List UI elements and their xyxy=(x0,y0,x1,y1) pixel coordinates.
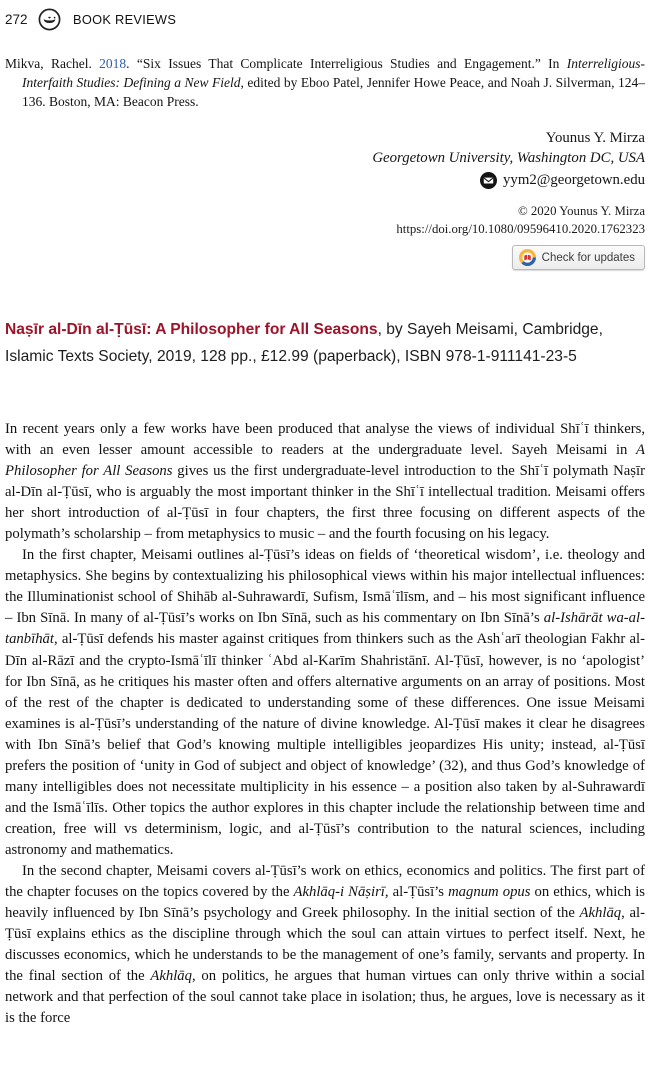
envelope-icon xyxy=(480,172,497,189)
text-run: on ethics, which is heavily influenced by Ibn Sīnā’s psychology and Greek philosophy. In the initial section of the xyxy=(5,884,645,922)
badge-row xyxy=(5,245,645,270)
body-paragraph xyxy=(5,545,645,861)
reference-citation xyxy=(5,54,645,111)
book-title: Naṣīr al-Dīn al-Ṭūsī: A Philosopher for All Seasons xyxy=(5,321,378,338)
doi-link[interactable]: https://doi.org/10.1080/09596410.2020.1762323 xyxy=(396,222,645,236)
book-review-heading xyxy=(5,317,645,370)
author-email-row xyxy=(5,169,645,191)
text-run: , al-Ṭūsī’s xyxy=(384,884,449,901)
check-for-updates-button[interactable] xyxy=(512,245,645,270)
author-affiliation: Georgetown University, Washington DC, USA xyxy=(372,150,645,166)
book-metadata: , by Sayeh Meisami, Cambridge, Islamic Texts Society, 2019, 128 pp., £12.99 (paperback), ISBN 978-1-911141-23-5 xyxy=(5,321,603,365)
text-run: In recent years only a few works have been produced that analyse the views of individual Shīʿī thinkers, with an even lesser amount accessible to readers at the undergraduate level. Sayeh Meisami in xyxy=(5,421,645,459)
text-run: . “Six Issues That Complicate Interreligious Studies and Engagement.” In xyxy=(126,56,567,71)
author-block xyxy=(5,128,645,270)
section-title: BOOK REVIEWS xyxy=(73,11,177,27)
taylor-francis-logo-icon xyxy=(38,8,61,31)
italic-text: al-Ishārāt wa-al-tanbīhāt xyxy=(5,610,645,648)
reference-year-link[interactable]: 2018 xyxy=(99,56,127,71)
body-paragraph xyxy=(5,861,645,1029)
text-run: , al-Ṭūsī explains ethics as the discipline through which the soul can attain virtues to perfect itself. Next, he discusses economics, which he understands to be the management of one’s family, servants and property. In the final section of the xyxy=(5,905,645,985)
text-run: Mikva, Rachel. xyxy=(5,56,100,71)
italic-text: Akhlāq xyxy=(150,968,192,985)
page-number: 272 xyxy=(5,11,28,27)
text-run: , edited by Eboo Patel, Jennifer Howe Peace, and Noah J. Silverman, 124–136. Boston, MA: Beacon Press. xyxy=(22,75,645,109)
author-name: Younus Y. Mirza xyxy=(545,130,645,146)
crossmark-icon xyxy=(519,249,536,266)
text-run: In the first chapter, Meisami outlines al-Ṭūsī’s ideas on fields of ‘theoretical wisdom’, i.e. theology and metaphysics. She begins by contextualizing his philosophical views within his major intellectual influences: the Illuminationist school of Shihāb al-Suhrawardī, Sufism, Ismāʿīlīsm, and – his most significant influence – Ibn Sīnā. In many of al-Ṭūsī’s works on Ibn Sīnā, such as his commentary on Ibn Sīnā’s xyxy=(5,547,645,627)
text-run: gives us the first undergraduate-level introduction to the Shīʿī polymath Naṣīr al-Dīn al-Ṭūsī, who is arguably the most important thinker in the Shīʿī intellectual tradition. Meisami offers her short introduction of al-Ṭūsī in four chapters, the first three focusing on different aspects of the polymath’s scholarship – from metaphysics to music – and the fourth focusing on his legacy. xyxy=(5,463,645,543)
review-body xyxy=(5,419,645,1029)
italic-text: Akhlāq-i Nāṣirī xyxy=(293,884,385,901)
author-email-link[interactable]: yym2@georgetown.edu xyxy=(503,172,645,188)
italic-text: magnum opus xyxy=(448,884,531,901)
text-run: , al-Ṭūsī defends his master against critiques from thinkers such as the Ashʿarī theologian Fakhr al-Dīn al-Rāzī and the crypto-Ismāʿīlī thinker ʿAbd al-Karīm Shahristānī. Al-Ṭūsī, however, is no ‘apologist’ for Ibn Sīnā, as he critiques his master often and offers alternative arguments on an array of positions. Most of the rest of the chapter is dedicated to understanding some of these differences. One issue Meisami examines is al-Ṭūsī’s understanding of the nature of divine knowledge. Al-Ṭūsī makes it clear he disagrees with Ibn Sīnā’s belief that God’s knowing multiple intelligibles jeopardizes His unity; instead, al-Ṭūsī prefers the position of ‘unity in God of subject and object of knowledge’ (32), and thus God’s knowledge of many intelligibles does not necessitate multiplicity in his essence – a position also taken by al-Suhrawardī and the Ismāʿīlīs. Other topics the author explores in this chapter include the relationship between time and creation, free will vs determinism, logic, and al-Ṭūsī’s contribution to the natural sciences, including astronomy and mathematics. xyxy=(5,631,645,858)
text-run: , on politics, he argues that human virtues can only thrive within a social network and that perfection of the soul cannot take place in isolation; thus, he argues, love is necessary as it is the force xyxy=(5,968,645,1027)
italic-text: A Philosopher for All Seasons xyxy=(5,442,645,480)
check-updates-label: Check for updates xyxy=(541,251,635,264)
italic-text: Akhlāq xyxy=(579,905,622,922)
copyright-line: © 2020 Younus Y. Mirza xyxy=(517,204,645,218)
body-paragraph xyxy=(5,419,645,545)
italic-text: Interreligious-Interfaith Studies: Defining a New Field xyxy=(22,56,645,90)
text-run: In the second chapter, Meisami covers al-Ṭūsī’s work on ethics, economics and politics. The first part of the chapter focuses on the topics covered by the xyxy=(5,862,645,901)
page-header xyxy=(5,7,645,31)
